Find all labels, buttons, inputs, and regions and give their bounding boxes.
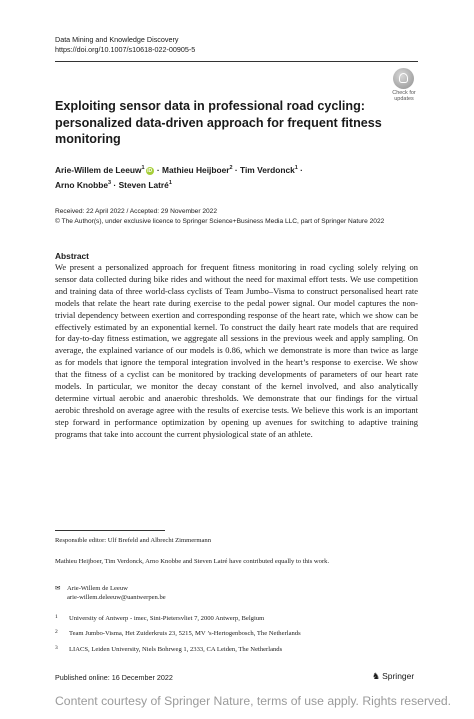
received-accepted: Received: 22 April 2022 / Accepted: 29 November 2022 <box>55 208 218 215</box>
abstract-text: We present a personalized approach for frequent fitness monitoring in road cycling solely relying on sensor data collected during bike rides and without the need for maximal effort tests. We use competition and training data of three world-class cyclists of Team Jumbo–Visma to construct personalised heart rate models that relate the heart rate during exercise to the pedal power signal. Our model captures the non-trivial dependency between exertion and corresponding response of the heart rate, which we show can be effectively estimated by an exponential kernel. To construct the daily heart rate models that are required for day-to-day fitness estimation, we aggregate all sessions in the previous week and apply sampling. On average, the explained variance of our models is 0.86, which we demonstrate is more than twice as large as for models that ignore the temporal integration involved in the heart’s response to exercise. We show that the fitness of a cyclist can be monitored by tracking developments of parameters of our heart rate models. In particular, we monitor the decay constant of the kernel involved, and also analytically determine virtual aerobic and anaerobic thresholds. We demonstrate that our findings for the virtual aerobic threshold on average agree with the results of exercise tests. We believe this work is an important step forward in performance optimization by opening up avenues for switching to adaptive training programs that take into account the current physiological state of an athlete. <box>55 262 418 439</box>
equal-contribution-note: Mathieu Heijboer, Tim Verdonck, Arno Knobbe and Steven Latré have contributed equally to this work. <box>55 558 330 565</box>
affiliation-marker: 1 <box>168 179 172 186</box>
affiliation-marker: 3 <box>108 179 112 186</box>
abstract-heading: Abstract <box>55 251 89 261</box>
contact-email[interactable]: arie-willem.deleeuw@uantwerpen.be <box>67 594 166 601</box>
badge-line1: Check for <box>392 90 416 96</box>
author-name[interactable]: Arie-Willem de Leeuw <box>55 165 142 175</box>
published-online: Published online: 16 December 2022 <box>55 673 173 682</box>
affiliation-text: University of Antwerp - imec, Sint-Pietersvliet 7, 2000 Antwerp, Belgium <box>69 615 265 622</box>
affiliation-text: LIACS, Leiden University, Niels Bohrweg 1, 2333, CA Leiden, The Netherlands <box>69 646 283 653</box>
check-for-updates-badge[interactable] <box>387 68 421 102</box>
affiliation-marker: 2 <box>229 165 233 172</box>
affiliation-2 <box>55 628 301 638</box>
courtesy-notice: Content courtesy of Springer Nature, terms of use apply. Rights reserved. <box>55 694 452 708</box>
affiliation-number: 2 <box>55 629 58 635</box>
orcid-icon[interactable]: iD <box>147 168 153 174</box>
envelope-icon: ✉ <box>55 585 61 592</box>
journal-header <box>55 35 195 55</box>
doi-link[interactable]: https://doi.org/10.1007/s10618-022-00905-5 <box>55 45 196 54</box>
publisher-name: Springer <box>382 671 415 681</box>
header-rule <box>55 61 418 62</box>
contact-name: Arie-Willem de Leeuw <box>67 585 128 592</box>
responsible-editor: Responsible editor: Ulf Brefeld and Albrecht Zimmermann <box>55 537 212 544</box>
paper-title: Exploiting sensor data in professional road cycling: personalized data-driven approach for frequent fitness monitoring <box>55 99 382 146</box>
badge-line2: updates <box>394 96 414 102</box>
affiliation-marker: 1 <box>141 165 145 172</box>
author-name[interactable]: Steven Latré <box>118 179 169 190</box>
affiliation-marker: 1 <box>294 165 298 172</box>
journal-name: Data Mining and Knowledge Discovery <box>55 35 179 44</box>
footnote-rule <box>55 530 165 531</box>
author-list: Arie-Willem de Leeuw$^1$ iD · Mathieu Heijboer$^2$ · Tim Verdonck$^1$ · Arno Knobbe$^3$ · Steven Latré$^1$ <box>55 165 303 190</box>
check-for-updates-icon <box>393 68 414 89</box>
corresponding-author <box>55 584 166 602</box>
author-name[interactable]: Mathieu Heijboer <box>162 165 230 175</box>
affiliation-1 <box>55 613 264 623</box>
publication-dates <box>55 207 435 226</box>
springer-horse-icon: ♞ <box>372 671 381 681</box>
affiliation-text: Team Jumbo-Visma, Het Zuiderkruis 23, 5215, MV ’s-Hertogenbosch, The Netherlands <box>69 630 301 637</box>
affiliation-number: 1 <box>55 614 58 620</box>
affiliation-number: 3 <box>55 645 58 651</box>
author-name[interactable]: Tim Verdonck <box>240 165 295 175</box>
affiliation-3 <box>55 644 282 654</box>
publisher-logo[interactable] <box>372 671 414 682</box>
copyright-notice: © The Author(s), under exclusive licence to Springer Science+Business Media LLC, part of Springer Nature 2022 <box>55 217 385 225</box>
author-name[interactable]: Arno Knobbe <box>55 179 109 190</box>
